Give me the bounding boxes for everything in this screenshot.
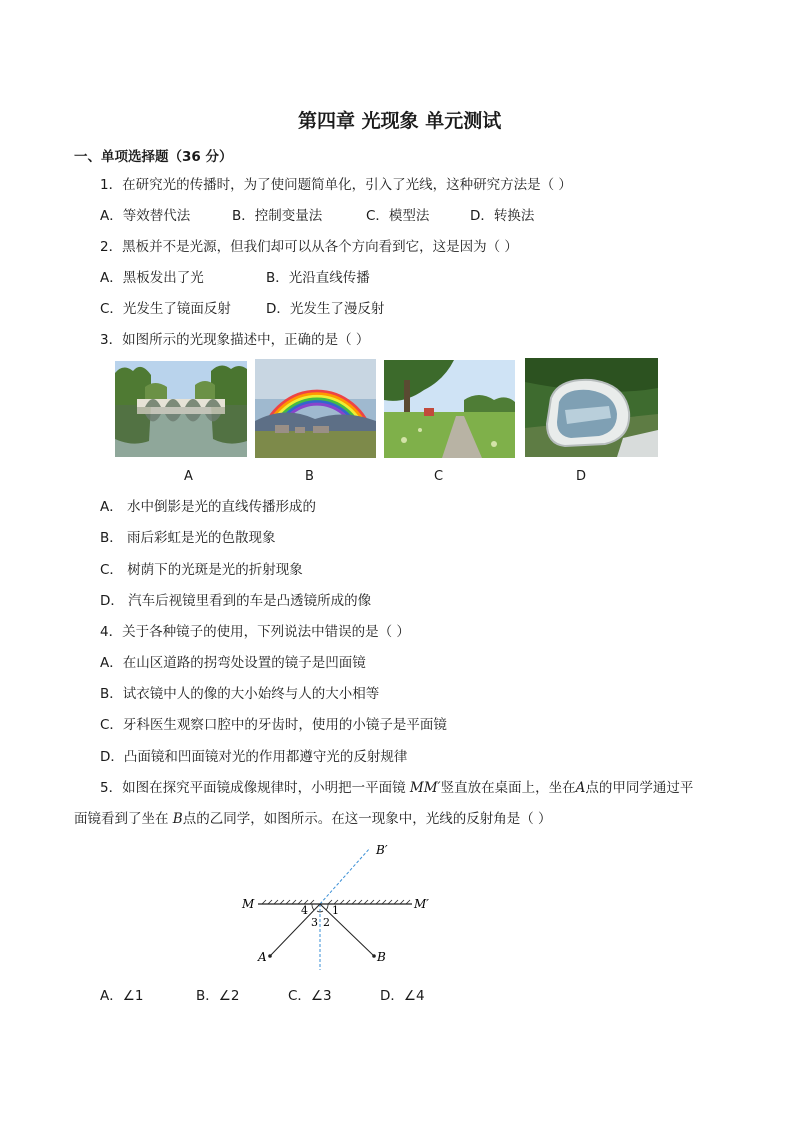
incident-ray <box>270 904 320 956</box>
q3-option-d[interactable]: D． 汽车后视镜里看到的车是凸透镜所成的像 <box>100 593 372 609</box>
q1-option-c[interactable]: C．模型法 <box>366 208 430 224</box>
question-4-stem: 4．关于各种镜子的使用，下列说法中错误的是（ ） <box>100 624 410 640</box>
photo-label-b: B <box>305 469 314 484</box>
label-angle-2: 2 <box>323 916 330 929</box>
question-3-stem: 3．如图所示的光现象描述中，正确的是（ ） <box>100 332 370 348</box>
page-title: 第四章 光现象 单元测试 <box>298 110 502 132</box>
photo-tree-shade <box>384 360 515 458</box>
question-1-stem: 1．在研究光的传播时，为了使问题简单化，引入了光线，这种研究方法是（ ） <box>100 177 572 193</box>
q2-option-b[interactable]: B．光沿直线传播 <box>266 270 370 286</box>
point-b-inline: B <box>172 811 183 827</box>
q4-option-b[interactable]: B．试衣镜中人的像的大小始终与人的大小相等 <box>100 686 380 702</box>
q5-option-a[interactable]: A．∠1 <box>100 988 144 1004</box>
q4-option-d[interactable]: D．凸面镜和凹面镜对光的作用都遵守光的反射规律 <box>100 749 408 765</box>
reflected-ray <box>320 904 374 956</box>
photo-car-mirror <box>525 358 658 457</box>
label-angle-4: 4 <box>301 904 308 917</box>
photo-bridge-reflection <box>115 361 247 457</box>
q5-stem-part: 点的乙同学，如图所示。在这一现象中，光线的反射角是（ ） <box>182 811 552 827</box>
q5-stem-part: 面镜看到了坐在 <box>74 811 173 827</box>
label-m-prime: M′ <box>414 897 430 911</box>
question-5-stem-line2 <box>74 810 552 828</box>
q2-option-c[interactable]: C．光发生了镜面反射 <box>100 301 231 317</box>
section-heading: 一、单项选择题（36 分） <box>74 149 233 165</box>
virtual-ray <box>320 848 370 904</box>
photo-rainbow <box>255 359 376 458</box>
q2-option-a[interactable]: A．黑板发出了光 <box>100 270 204 286</box>
q4-option-c[interactable]: C．牙科医生观察口腔中的牙齿时，使用的小镜子是平面镜 <box>100 717 447 733</box>
label-a: A <box>258 950 267 964</box>
q3-option-a[interactable]: A． 水中倒影是光的直线传播形成的 <box>100 499 317 515</box>
label-angle-1: 1 <box>332 904 339 917</box>
photo-label-c: C <box>434 469 444 484</box>
label-m: M <box>242 897 255 911</box>
mirror-label-inline: MM′ <box>409 780 441 796</box>
q3-option-c[interactable]: C． 树荫下的光斑是光的折射现象 <box>100 562 303 578</box>
label-b: B <box>377 950 386 964</box>
q1-option-b[interactable]: B．控制变量法 <box>232 208 323 224</box>
q1-option-d[interactable]: D．转换法 <box>470 208 535 224</box>
label-angle-3: 3 <box>311 916 318 929</box>
q5-stem-part: 5．如图在探究平面镜成像规律时，小明把一平面镜 <box>100 780 410 796</box>
q2-option-d[interactable]: D．光发生了漫反射 <box>266 301 385 317</box>
point-a-dot <box>268 954 272 958</box>
point-a-inline: A <box>575 780 586 796</box>
q5-stem-part: 竖直放在桌面上，坐在 <box>440 780 576 796</box>
q5-stem-part: 点的甲同学通过平 <box>585 780 694 796</box>
q5-option-d[interactable]: D．∠4 <box>380 988 425 1004</box>
photo-label-d: D <box>576 469 587 484</box>
label-b-prime: B′ <box>376 843 388 857</box>
q5-option-b[interactable]: B．∠2 <box>196 988 240 1004</box>
question-2-stem: 2．黑板并不是光源，但我们却可以从各个方向看到它，这是因为（ ） <box>100 239 518 255</box>
q4-option-a[interactable]: A．在山区道路的拐弯处设置的镜子是凹面镜 <box>100 655 366 671</box>
q5-option-c[interactable]: C．∠3 <box>288 988 332 1004</box>
point-b-dot <box>372 954 376 958</box>
photo-label-a: A <box>184 469 193 484</box>
question-5-stem-line1 <box>100 779 693 797</box>
mirror-reflection-diagram <box>240 842 440 972</box>
q1-option-a[interactable]: A．等效替代法 <box>100 208 191 224</box>
q3-option-b[interactable]: B． 雨后彩虹是光的色散现象 <box>100 530 276 546</box>
